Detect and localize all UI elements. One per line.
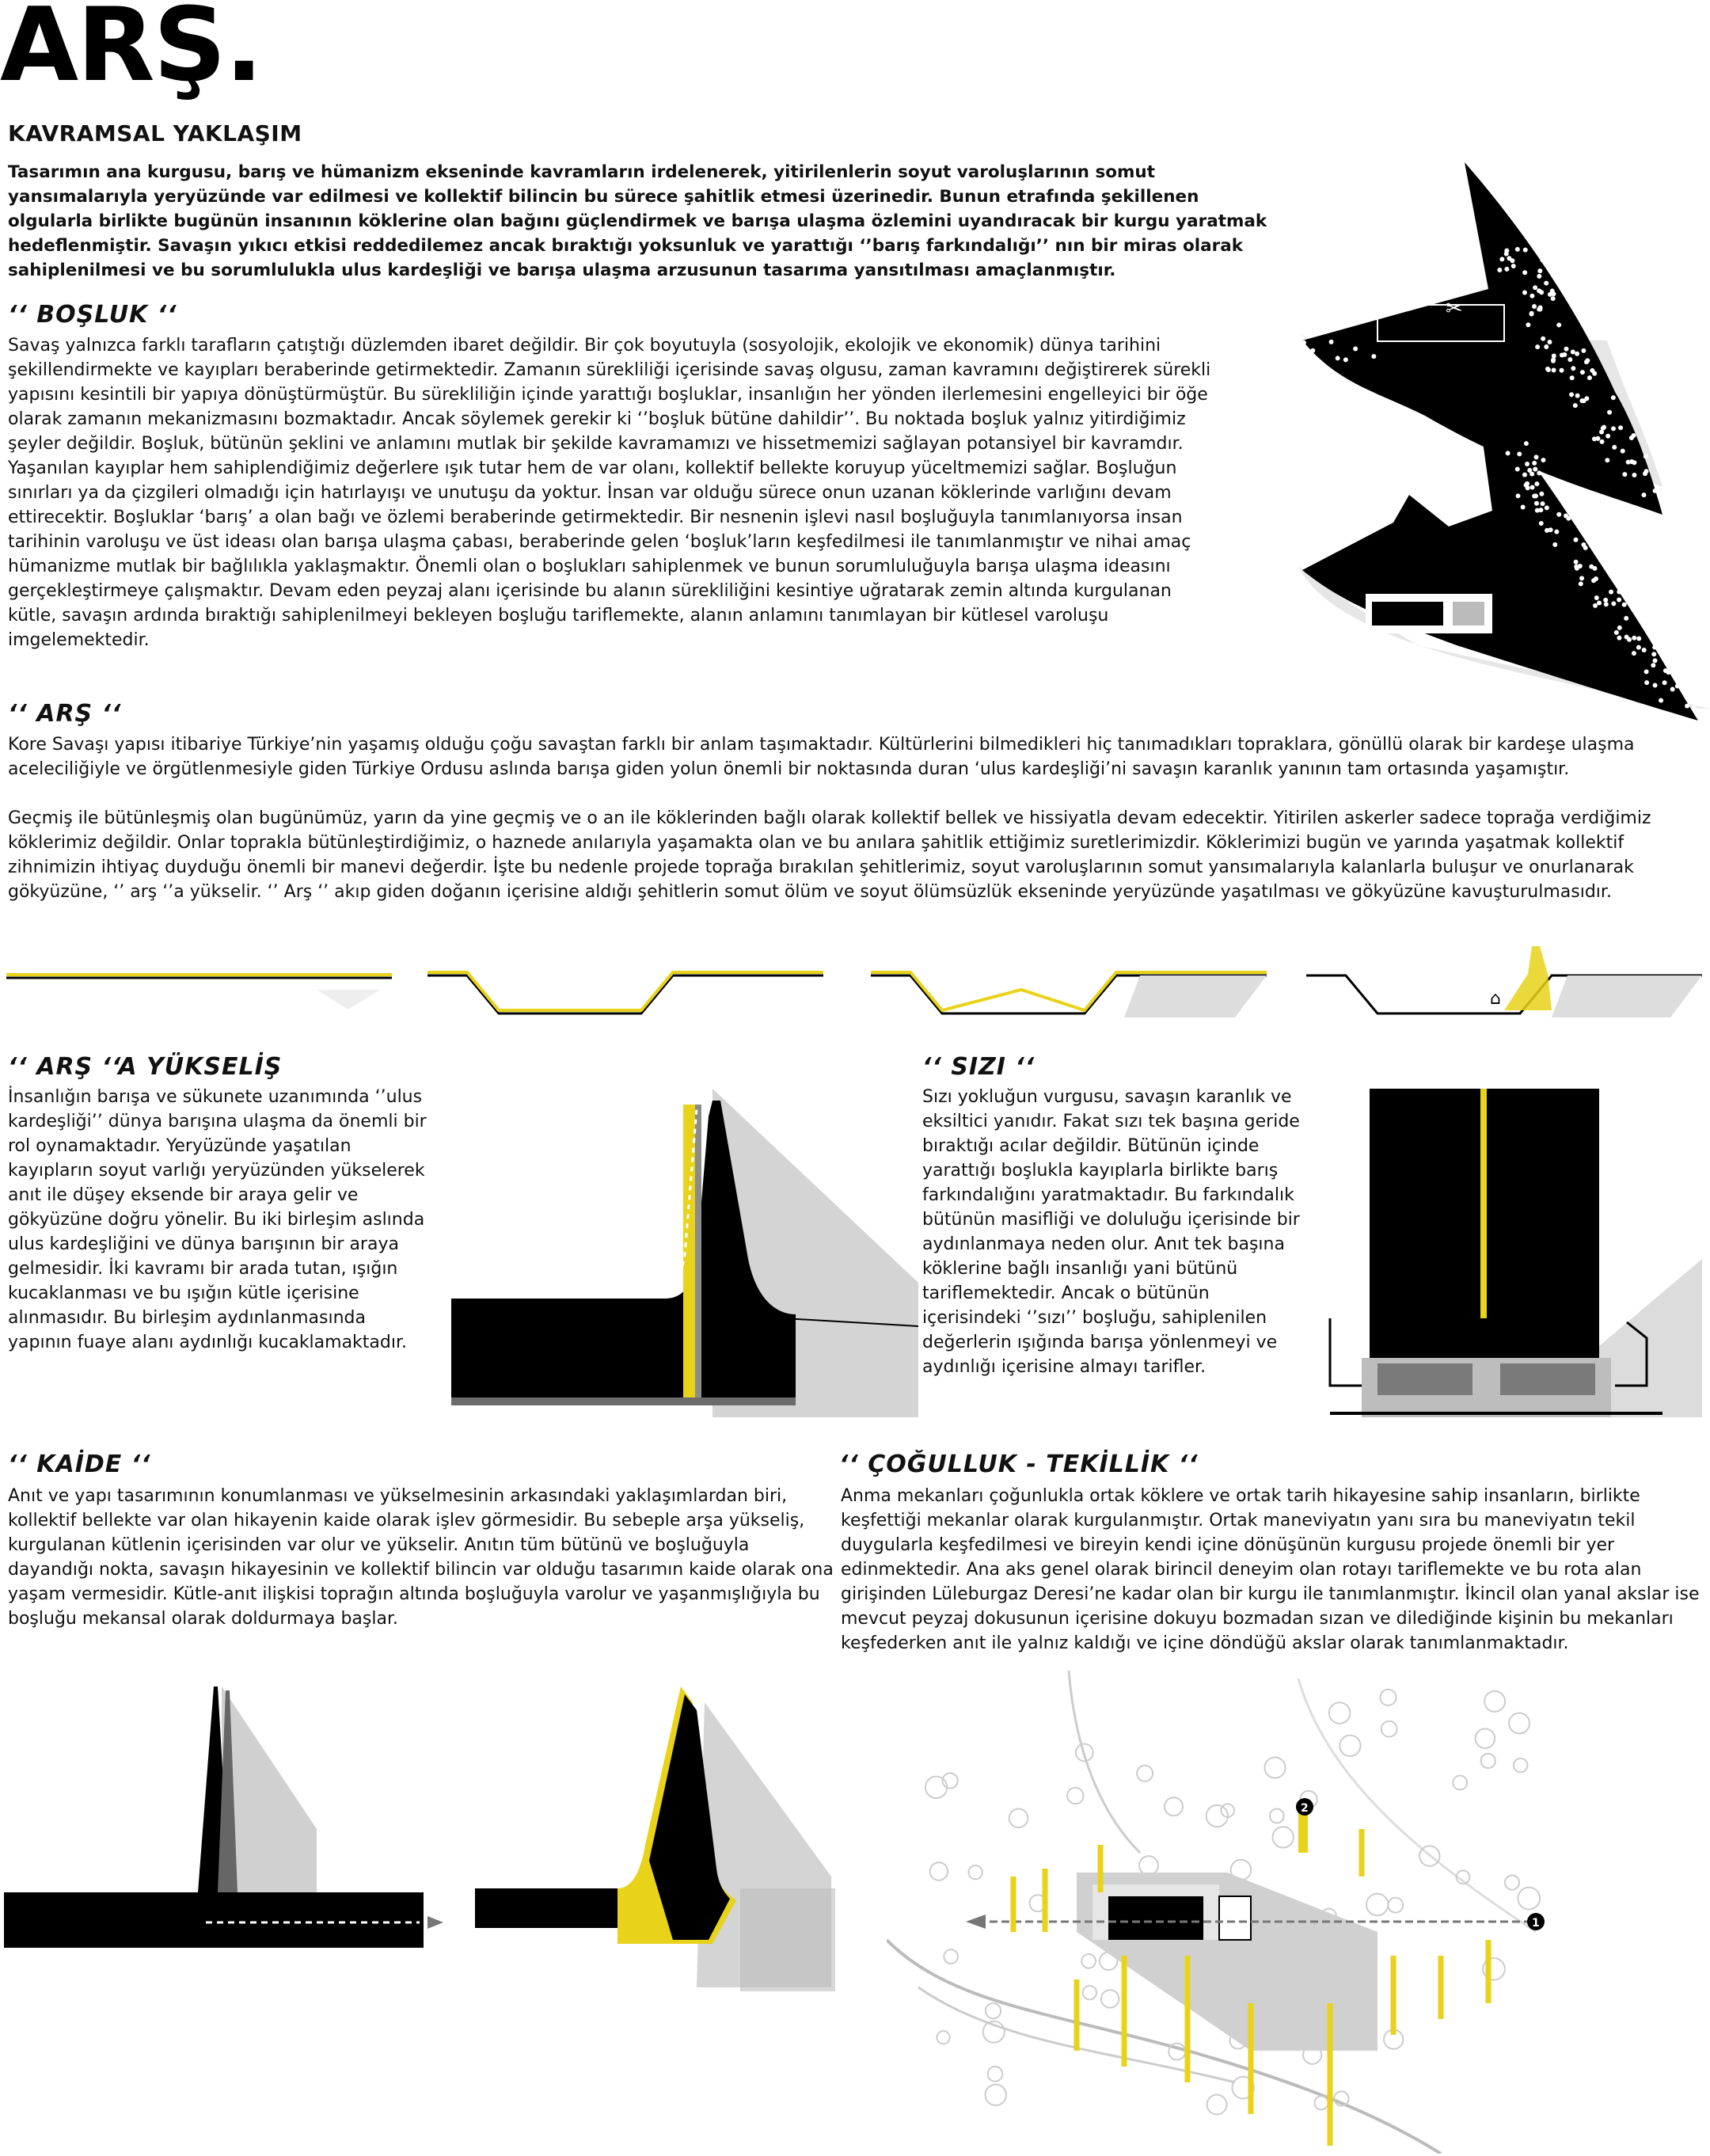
- memorial-dot: [1657, 637, 1662, 641]
- memorial-dot: [1298, 354, 1302, 359]
- memorial-dot: [1656, 645, 1661, 649]
- memorial-dot: [1554, 530, 1559, 534]
- tree-symbol: [968, 1865, 982, 1879]
- memorial-dot: [1574, 560, 1579, 565]
- memorial-dot: [1569, 392, 1574, 397]
- memorial-dot: [1604, 602, 1609, 606]
- memorial-dot: [1651, 652, 1656, 656]
- memorial-dot: [1602, 425, 1606, 430]
- memorial-dot: [1556, 322, 1561, 327]
- memorial-dot: [1631, 607, 1636, 612]
- memorial-dot: [1302, 340, 1306, 345]
- tree-symbol: [1366, 1894, 1388, 1915]
- tree-symbol: [1207, 2095, 1227, 2115]
- memorial-dot: [1614, 630, 1619, 635]
- intro-paragraph: Tasarımın ana kurgusu, barış ve hümanizm ekseninde kavramların irdelenerek, yitirilenlerin soyut varoluşlarının somut yansımalarıyla yeryüzünde var edilmesi ve kollektif bilincin bu sürece şahitlik etmesi üzerinedir. Bunun etrafında şekillenen olgularla birlikte bugünün insanının köklerine olan bağını güçlendirmek ve barışa ulaşma özlemini uyandıracak bir kurgu yaratmak hedeflenmiştir. Savaşın yıkıcı etkisi reddedilemez ancak bıraktığı yoksunluk ve yarattığı ‘’barış farkındalığı’’ nın bir miras olarak sahiplenilmesi ve bu sorumlulukla ulus kardeşliği ve barışa ulaşma arzusunun tasarıma yansıtılması amaçlanmıştır.: [8, 162, 1267, 280]
- memorial-dot: [1562, 352, 1567, 357]
- memorial-dot: [1659, 698, 1663, 703]
- memorial-dot: [1511, 264, 1516, 268]
- memorial-dot: [1545, 367, 1550, 371]
- tree-symbol: [1067, 1788, 1083, 1804]
- memorial-dot: [1579, 581, 1583, 586]
- memorial-dot: [1653, 658, 1658, 663]
- tree-symbol: [930, 1862, 948, 1880]
- memorial-dot: [1574, 538, 1579, 542]
- section-text-cogulluk: Anma mekanları çoğunlukla ortak köklere ve ortak tarih hikayesine sahip insanların, birlikte keşfettiği mekanlar olarak kurgulanmıştır. Ortak maneviyatın yanı sıra bu maneviyatın tekil duygularla keşfedilmesi ve bireyin kendi içine dönüşünün kurgusu projede önemli bir yer edinmektedir. Ana aks genel olarak birincil deneyim olan rotayı tariflemekte ve bu rota alan girişinden Lüleburgaz Deresi’ne kadar olan bir kurgu ile tanımlanmıştır. İkincil olan yanal akslar ise mevcut peyzaj dokusunun içerisine dokuyu bozmadan sızan ve dilediğinde kişinin bu mekanları keşfederken anıt ile yalnız kaldığı ve içine döndüğü akslar olarak tanımlanmaktadır.: [841, 1486, 1700, 1653]
- tree-symbol: [944, 1949, 958, 1964]
- memorial-dot: [1618, 425, 1623, 430]
- strip-panel-2: [428, 972, 823, 1013]
- memorial-dot: [1552, 542, 1557, 547]
- memorial-dot: [1524, 441, 1529, 446]
- tree-symbol: [1264, 1758, 1285, 1778]
- memorial-dot: [1597, 538, 1602, 542]
- memorial-dot: [1537, 268, 1542, 273]
- pedestal-after: [475, 1686, 835, 1991]
- memorial-dot: [1541, 337, 1545, 341]
- memorial-dot: [1329, 340, 1334, 344]
- memorial-dot: [1636, 636, 1641, 641]
- tree-symbol: [1139, 1856, 1158, 1875]
- pain-section-diagram: [1314, 1085, 1710, 1425]
- tree-symbol: [1081, 1954, 1096, 1968]
- memorial-dot: [1579, 398, 1584, 403]
- site-route-plan: [887, 1671, 1710, 2154]
- tree-symbol: [1509, 1713, 1530, 1734]
- memorial-dot: [1540, 501, 1545, 506]
- tree-symbol: [1270, 1809, 1284, 1823]
- memorial-dot: [1611, 426, 1616, 431]
- tree-symbol: [1453, 1776, 1467, 1790]
- memorial-dot: [1603, 598, 1608, 603]
- section-title-ars: ‘‘ ARŞ ‘‘: [8, 700, 122, 728]
- section-text-ars-2: Geçmiş ile bütünleşmiş olan bugünümüz, yarın da yine geçmiş ve o an ile köklerinden bağlı olarak kollektif bellek ve hissiyatla devam edecektir. Yitirilen askerler sadece toprağa verdiğimiz köklerimiz değildir. Onlar toprakla bütünleştirdiğimiz, o haznede anılarıyla yaşamakta olan ve bu anılara şahitlik ettiğimiz suretlerimizdir. Köklerimizi bugün ve yarında yaşatmak kollektif zihnimizin ihtiyaç duyduğu önemli bir manevi değerdir. İşte bu nedenle projede toprağa bırakılan şehitlerimiz, soyut varoluşlarının somut yansımalarıyla kalanlarla buluşur ve onurlanarak gökyüzüne, ‘’ arş ‘’a yükselir. ‘’ Arş ‘’ akıp giden doğanın içerisine aldığı şehitlerin somut ölüm ve soyut ölümsüzlük ekseninde yeryüzünde yaşatılması ve gökyüzüne kavuşturulmasıdır.: [8, 808, 1651, 902]
- memorial-dot: [1628, 578, 1632, 583]
- memorial-dot: [1336, 356, 1340, 360]
- memorial-dot: [1607, 410, 1612, 415]
- memorial-dot: [1552, 367, 1556, 372]
- memorial-dot: [1672, 656, 1677, 661]
- plan-marker-2-label: 2: [1301, 1802, 1309, 1815]
- memorial-dot: [1652, 610, 1657, 615]
- memorial-dot: [1629, 459, 1634, 464]
- memorial-dot: [1544, 281, 1548, 286]
- tree-symbol: [937, 2031, 949, 2044]
- memorial-dot: [1675, 683, 1680, 688]
- tree-symbol: [1168, 2044, 1185, 2060]
- tree-symbol: [1009, 1808, 1028, 1827]
- tree-symbol: [1381, 1721, 1397, 1737]
- memorial-dot: [1556, 512, 1561, 517]
- memorial-dot: [1644, 454, 1648, 458]
- memorial-dot: [1573, 403, 1578, 408]
- memorial-dot: [1606, 434, 1610, 439]
- strip-panel-1: [6, 975, 392, 1010]
- memorial-dot: [1522, 290, 1527, 295]
- memorial-dot: [1594, 595, 1599, 600]
- section-text-bosluk: Savaş yalnızca farklı tarafların çatıştığı düzlemden ibaret değildir. Bir çok boyutuyla (sosyolojik, ekolojik ve ekonomik) dünya tarihini şekillendirmekte ve kayıpları beraberinde getirmektedir. Zamanın sürekliliği içerisinde savaş olgusu, zaman kavramını değiştirerek sürekli yapısını kesintili bir yapıya dönüştürmüştür. Bu sürekliliğin içinde yarattığı boşluklar, insanlığın her yönden ilerlemesini engelleyici bir öğe olarak zamanın mekanizmasını bozmaktadır. Ancak söylemek gerekir ki ‘’boşluk bütüne dahildir’’. Bu noktada boşluk yalnız yitirdiğimiz şeyler değildir. Boşluk, bütünün şeklini ve anlamını mutlak bir şekilde kavramamızı ve hissetmemizi sağlayan potansiyel bir kavramdır. Yaşanılan kayıplar hem sahiplendiğimiz değerlere ışık tutar hem de var olanı, kollektif bellekte koruyup yüceltmemizi sağlar. Boşluğun sınırları ya da çizgileri olmadığı için hatırlayışı ve unutuşu da yoktur. İnsan var olduğu sürece onun uzanan köklerinde varlığını devam ettirecektir. Boşluklar ‘barış’ a olan bağı ve özlemi beraberinde getirmektedir. Bir nesnenin işlevi nasıl boşluğuyla tanımlanıyorsa insan tarihinin varoluşu ve üst ideası olan barışa ulaşma çabası, beraberinde gelen ‘boşluk’ların keşfedilmesi ile tanımlanmıştır ve nihai amaç hümanizme mutlak bir bağlılıkla yaklaşmaktır. Önemli olan o boşlukları sahiplenmek ve bunun sorumluluğuyla barışa ulaşma ideasını gerçekleştirmeye çalışmaktır. Devam eden peyzaj alanı içerisinde bu alanın sürekliliğini kesintiye uğratarak zemin altında kurgulanan kütle, savaşın ardında bıraktığı sahiplenilmeyi bekleyen boşluğu tariflemekte, alanın anlamını tanımlayan bir kütlesel varoluşu imgelemektedir.: [8, 336, 1211, 650]
- memorial-dot: [1617, 598, 1621, 603]
- memorial-dot: [1689, 682, 1694, 686]
- memorial-dot: [1571, 350, 1575, 355]
- memorial-dots: [1267, 154, 1710, 756]
- memorial-dot: [1653, 489, 1658, 493]
- memorial-dot: [1541, 458, 1545, 462]
- memorial-dot: [1605, 458, 1609, 462]
- memorial-dot: [1595, 436, 1600, 441]
- memorial-dot: [1636, 645, 1641, 650]
- memorial-dot: [1575, 352, 1579, 356]
- memorial-dot: [1595, 548, 1600, 553]
- memorial-dot: [1564, 347, 1568, 352]
- memorial-dot: [1523, 248, 1528, 253]
- tree-symbol: [1314, 2096, 1328, 2109]
- memorial-dot: [1685, 704, 1689, 709]
- memorial-dot: [1642, 648, 1647, 652]
- memorial-dot: [1622, 472, 1627, 477]
- memorial-dot: [1533, 467, 1537, 472]
- memorial-dot: [1609, 590, 1613, 595]
- memorial-dot: [1310, 348, 1315, 353]
- plan-marker-1-label: 1: [1532, 1917, 1540, 1930]
- memorial-dot: [1530, 312, 1534, 317]
- memorial-dot: [1579, 576, 1584, 580]
- memorial-dot: [1537, 470, 1541, 475]
- memorial-dot: [1522, 270, 1527, 275]
- memorial-dot: [1499, 257, 1504, 261]
- memorial-dot: [1662, 651, 1667, 656]
- tree-symbol: [1484, 1691, 1505, 1712]
- logo-title: ARŞ.: [0, 0, 262, 105]
- memorial-dot: [1504, 267, 1509, 272]
- memorial-dot: [1526, 485, 1530, 490]
- memorial-dot: [1580, 370, 1585, 375]
- memorial-dot: [1548, 527, 1553, 532]
- memorial-dot: [1611, 395, 1616, 400]
- memorial-dot: [1590, 368, 1594, 373]
- memorial-dot: [1534, 501, 1539, 506]
- memorial-dot: [1644, 680, 1649, 685]
- tree-symbol: [1083, 1986, 1096, 1999]
- memorial-dot: [1632, 473, 1636, 477]
- memorial-dot: [1521, 504, 1526, 509]
- memorial-dot: [1578, 564, 1583, 568]
- section-title-cogulluk: ‘‘ ÇOĞULLUK - TEKİLLİK ‘‘: [839, 1451, 1199, 1478]
- memorial-dot: [1506, 451, 1510, 455]
- memorial-dot: [1572, 515, 1577, 520]
- memorial-dot: [1547, 340, 1552, 344]
- memorial-dot: [1597, 600, 1602, 605]
- memorial-dot: [1504, 252, 1509, 257]
- memorial-dot: [1641, 492, 1646, 497]
- memorial-dot: [1537, 274, 1541, 279]
- memorial-dot: [1551, 359, 1556, 363]
- memorial-dot: [1629, 435, 1634, 440]
- tree-symbol: [986, 2003, 1001, 2018]
- memorial-dot: [1497, 268, 1502, 272]
- memorial-dot: [1598, 557, 1603, 562]
- section-text-yukselis: İnsanlığın barışa ve sükunete uzanımında ‘’ulus kardeşliği’’ dünya barışına ulaşma da önemli bir rol oynamaktadır. Yeryüzünde yaşatılan kayıpların soyut varlığı yeryüzünden yükselerek anıt ile düşey eksende bir araya gelir ve gökyüzüne doğru yönelir. Bu iki birleşim aslında ulus kardeşliğini ve dünya barışının bir araya gelmesidir. İki kavramı bir arada tutan, ışığın kucaklanması ve bu ışığın kütle içerisine alınmasıdır. Bu birleşim aydınlanmasında yapının fuaye alanı aydınlığı kucaklamaktadır.: [8, 1087, 427, 1352]
- pedestal-before: [4, 1686, 443, 1948]
- memorial-dot: [1589, 565, 1594, 569]
- memorial-dot: [1534, 481, 1539, 486]
- section-title-bosluk: ‘‘ BOŞLUK ‘‘: [8, 301, 177, 329]
- memorial-dot: [1644, 669, 1649, 674]
- memorial-dot: [1545, 505, 1549, 510]
- tree-symbol: [1505, 1876, 1519, 1890]
- tree-symbol: [1380, 1690, 1396, 1705]
- tree-symbol: [1476, 1728, 1495, 1748]
- memorial-dot: [1636, 605, 1640, 610]
- memorial-dot: [1551, 296, 1556, 301]
- tree-symbol: [1165, 1797, 1183, 1816]
- section-title-sizi: ‘‘ SIZI ‘‘: [922, 1053, 1036, 1081]
- memorial-dot: [1632, 636, 1636, 641]
- memorial-dot: [1550, 289, 1555, 294]
- tree-symbol: [1388, 1898, 1403, 1913]
- memorial-dot: [1517, 451, 1522, 456]
- memorial-dot: [1532, 304, 1537, 309]
- memorial-dot: [1622, 603, 1627, 607]
- memorial-dot: [1530, 294, 1534, 298]
- memorial-dot: [1515, 247, 1520, 252]
- memorial-dot: [1646, 629, 1651, 634]
- memorial-dot: [1525, 481, 1530, 486]
- tree-symbol: [1273, 1827, 1294, 1847]
- memorial-dot: [1626, 599, 1631, 604]
- section-text-kaide: Anıt ve yapı tasarımının konumlanması ve yükselmesinin arkasındaki yaklaşımlardan biri, kollektif bellekte var olan hikayenin kaide olarak işlev görmesidir. Bu sebeple arşa yükseliş, kurgulanan kütlenin içerisinden var olur ve yükselir. Anıtın tüm bütünü ve boşluğuyla dayandığı nokta, savaşın hikayesinin ve kollektif bilincin var olduğu tasarımın kaide olarak ona yaşam vermesidir. Kütle-anıt ilişkisi toprağın altında boşluğuyla varolur ve yaşanmışlığıyla bu boşluğu mekansal olarak doldurmaya başlar.: [8, 1486, 834, 1629]
- memorial-dot: [1507, 256, 1511, 260]
- memorial-dot: [1571, 366, 1575, 371]
- section-text-ars-1: Kore Savaşı yapısı itibariye Türkiye’nin yaşamış olduğu çoğu savaştan farklı bir anlam taşımaktadır. Kültürlerini bilmedikleri hiç tanımadıkları topraklara, gönüllü olarak bir kardeşe ulaşma aceleciliğiyle ve örgütlenmesiyle giden Türkiye Ordusu aslında barışa giden yolun önemli bir noktasında duran ‘ulus kardeşliği’ni savaşın karanlık yanının tam ortasında yaşamıştır.: [8, 735, 1635, 779]
- tree-symbol: [925, 1777, 947, 1798]
- memorial-dot: [1575, 394, 1580, 398]
- tree-symbol: [1340, 1736, 1360, 1756]
- strip-panel-3: [871, 972, 1267, 1017]
- memorial-dot: [1516, 493, 1521, 498]
- tree-symbol: [1329, 1702, 1351, 1724]
- memorial-dot: [1534, 454, 1539, 459]
- memorial-dot: [1530, 472, 1534, 477]
- memorial-dot: [1612, 445, 1617, 450]
- memorial-dot: [1544, 344, 1548, 349]
- memorial-dot: [1584, 359, 1589, 364]
- memorial-dot: [1570, 375, 1575, 380]
- section-sequence-strip: [0, 942, 1710, 1029]
- svg-text:✂: ✂: [1446, 297, 1463, 321]
- section-text-sizi: Sızı yokluğun vurgusu, savaşın karanlık ve eksiltici yanıdır. Fakat sızı tek başına geride bıraktığı acılar değildir. Bütünün içinde yarattığı boşlukla kayıplarla birlikte barış farkındalığını yaratmaktadır. Bu farkındalık bütünün masifliği ve doluluğu içerisinde bir aydınlanmaya neden olur. Anıt tek başına köklerine bağlı insanlığı yani bütünü tariflemektedir. Ancak o bütünün içerisindeki ‘’sızı’’ boşluğu, sahiplenilen değerlerin ışığında barışa yönlenmeyi ve aydınlığı içerisine almayı tarifler.: [922, 1087, 1300, 1377]
- memorial-dot: [1624, 616, 1628, 621]
- memorial-dot: [1554, 489, 1559, 494]
- memorial-dot: [1641, 612, 1646, 617]
- memorial-dot: [1600, 439, 1605, 444]
- section-kicker: KAVRAMSAL YAKLAŞIM: [8, 120, 302, 146]
- memorial-dot: [1538, 508, 1543, 512]
- memorial-dot: [1608, 553, 1613, 558]
- memorial-dot: [1611, 601, 1616, 606]
- tree-symbol: [1137, 1766, 1153, 1781]
- memorial-dot: [1670, 687, 1675, 692]
- memorial-dot: [1632, 651, 1636, 656]
- memorial-dot: [1532, 461, 1537, 466]
- memorial-dot: [1537, 307, 1542, 312]
- memorial-dot: [1522, 473, 1527, 477]
- memorial-dot: [1353, 347, 1358, 352]
- memorial-dot: [1537, 288, 1541, 293]
- svg-text:⌂: ⌂: [1490, 989, 1501, 1009]
- memorial-dot: [1653, 640, 1658, 645]
- tree-symbol: [1101, 1990, 1119, 2007]
- memorial-dot: [1343, 357, 1348, 362]
- memorial-dot: [1653, 683, 1658, 687]
- pedestal-diagrams: [0, 1679, 839, 1995]
- memorial-dot: [1599, 430, 1604, 435]
- memorial-dot: [1651, 635, 1655, 640]
- memorial-dot: [1673, 675, 1678, 679]
- memorial-dot: [1566, 516, 1571, 521]
- memorial-dot: [1651, 663, 1655, 667]
- memorial-dot: [1560, 368, 1564, 373]
- memorial-dot: [1593, 603, 1598, 608]
- memorial-dot: [1617, 590, 1621, 595]
- memorial-dot: [1568, 357, 1572, 362]
- memorial-dot: [1539, 492, 1544, 496]
- memorial-dot: [1581, 542, 1586, 547]
- tree-symbol: [988, 2067, 1003, 2082]
- memorial-dot: [1371, 354, 1376, 359]
- memorial-dot: [1666, 670, 1671, 675]
- tree-symbol: [1481, 1754, 1495, 1768]
- tree-symbol: [1518, 1888, 1540, 1910]
- memorial-dot: [1525, 462, 1530, 466]
- tree-symbol: [1514, 1759, 1527, 1772]
- section-title-yukselis: ‘‘ ARŞ ‘‘A YÜKSELİŞ: [8, 1053, 283, 1081]
- memorial-dot: [1581, 348, 1586, 353]
- tree-symbol: [986, 2085, 1006, 2105]
- ascension-section-diagram: [443, 1085, 926, 1421]
- memorial-dot: [1603, 565, 1608, 569]
- memorial-dot: [1621, 449, 1625, 454]
- memorial-dot: [1515, 466, 1520, 471]
- memorial-dot: [1617, 626, 1622, 630]
- memorial-dot: [1627, 637, 1632, 642]
- memorial-dot: [1617, 636, 1621, 641]
- memorial-dot: [1535, 344, 1540, 349]
- memorial-dot: [1539, 521, 1544, 526]
- memorial-dot: [1559, 497, 1564, 502]
- section-title-kaide: ‘‘ KAİDE ‘‘: [8, 1451, 151, 1478]
- memorial-dot: [1644, 469, 1649, 473]
- memorial-dot: [1533, 493, 1538, 498]
- strip-panel-4: [1306, 946, 1702, 1017]
- memorial-dot: [1533, 285, 1537, 290]
- memorial-dot: [1530, 485, 1535, 490]
- memorial-dot: [1594, 576, 1598, 581]
- memorial-dot: [1587, 375, 1592, 380]
- memorial-dot: [1540, 257, 1545, 262]
- memorial-dot: [1632, 601, 1637, 606]
- memorial-dot: [1692, 705, 1697, 709]
- memorial-dot: [1526, 322, 1530, 327]
- memorial-dot: [1666, 634, 1670, 639]
- memorial-dot: [1662, 680, 1667, 685]
